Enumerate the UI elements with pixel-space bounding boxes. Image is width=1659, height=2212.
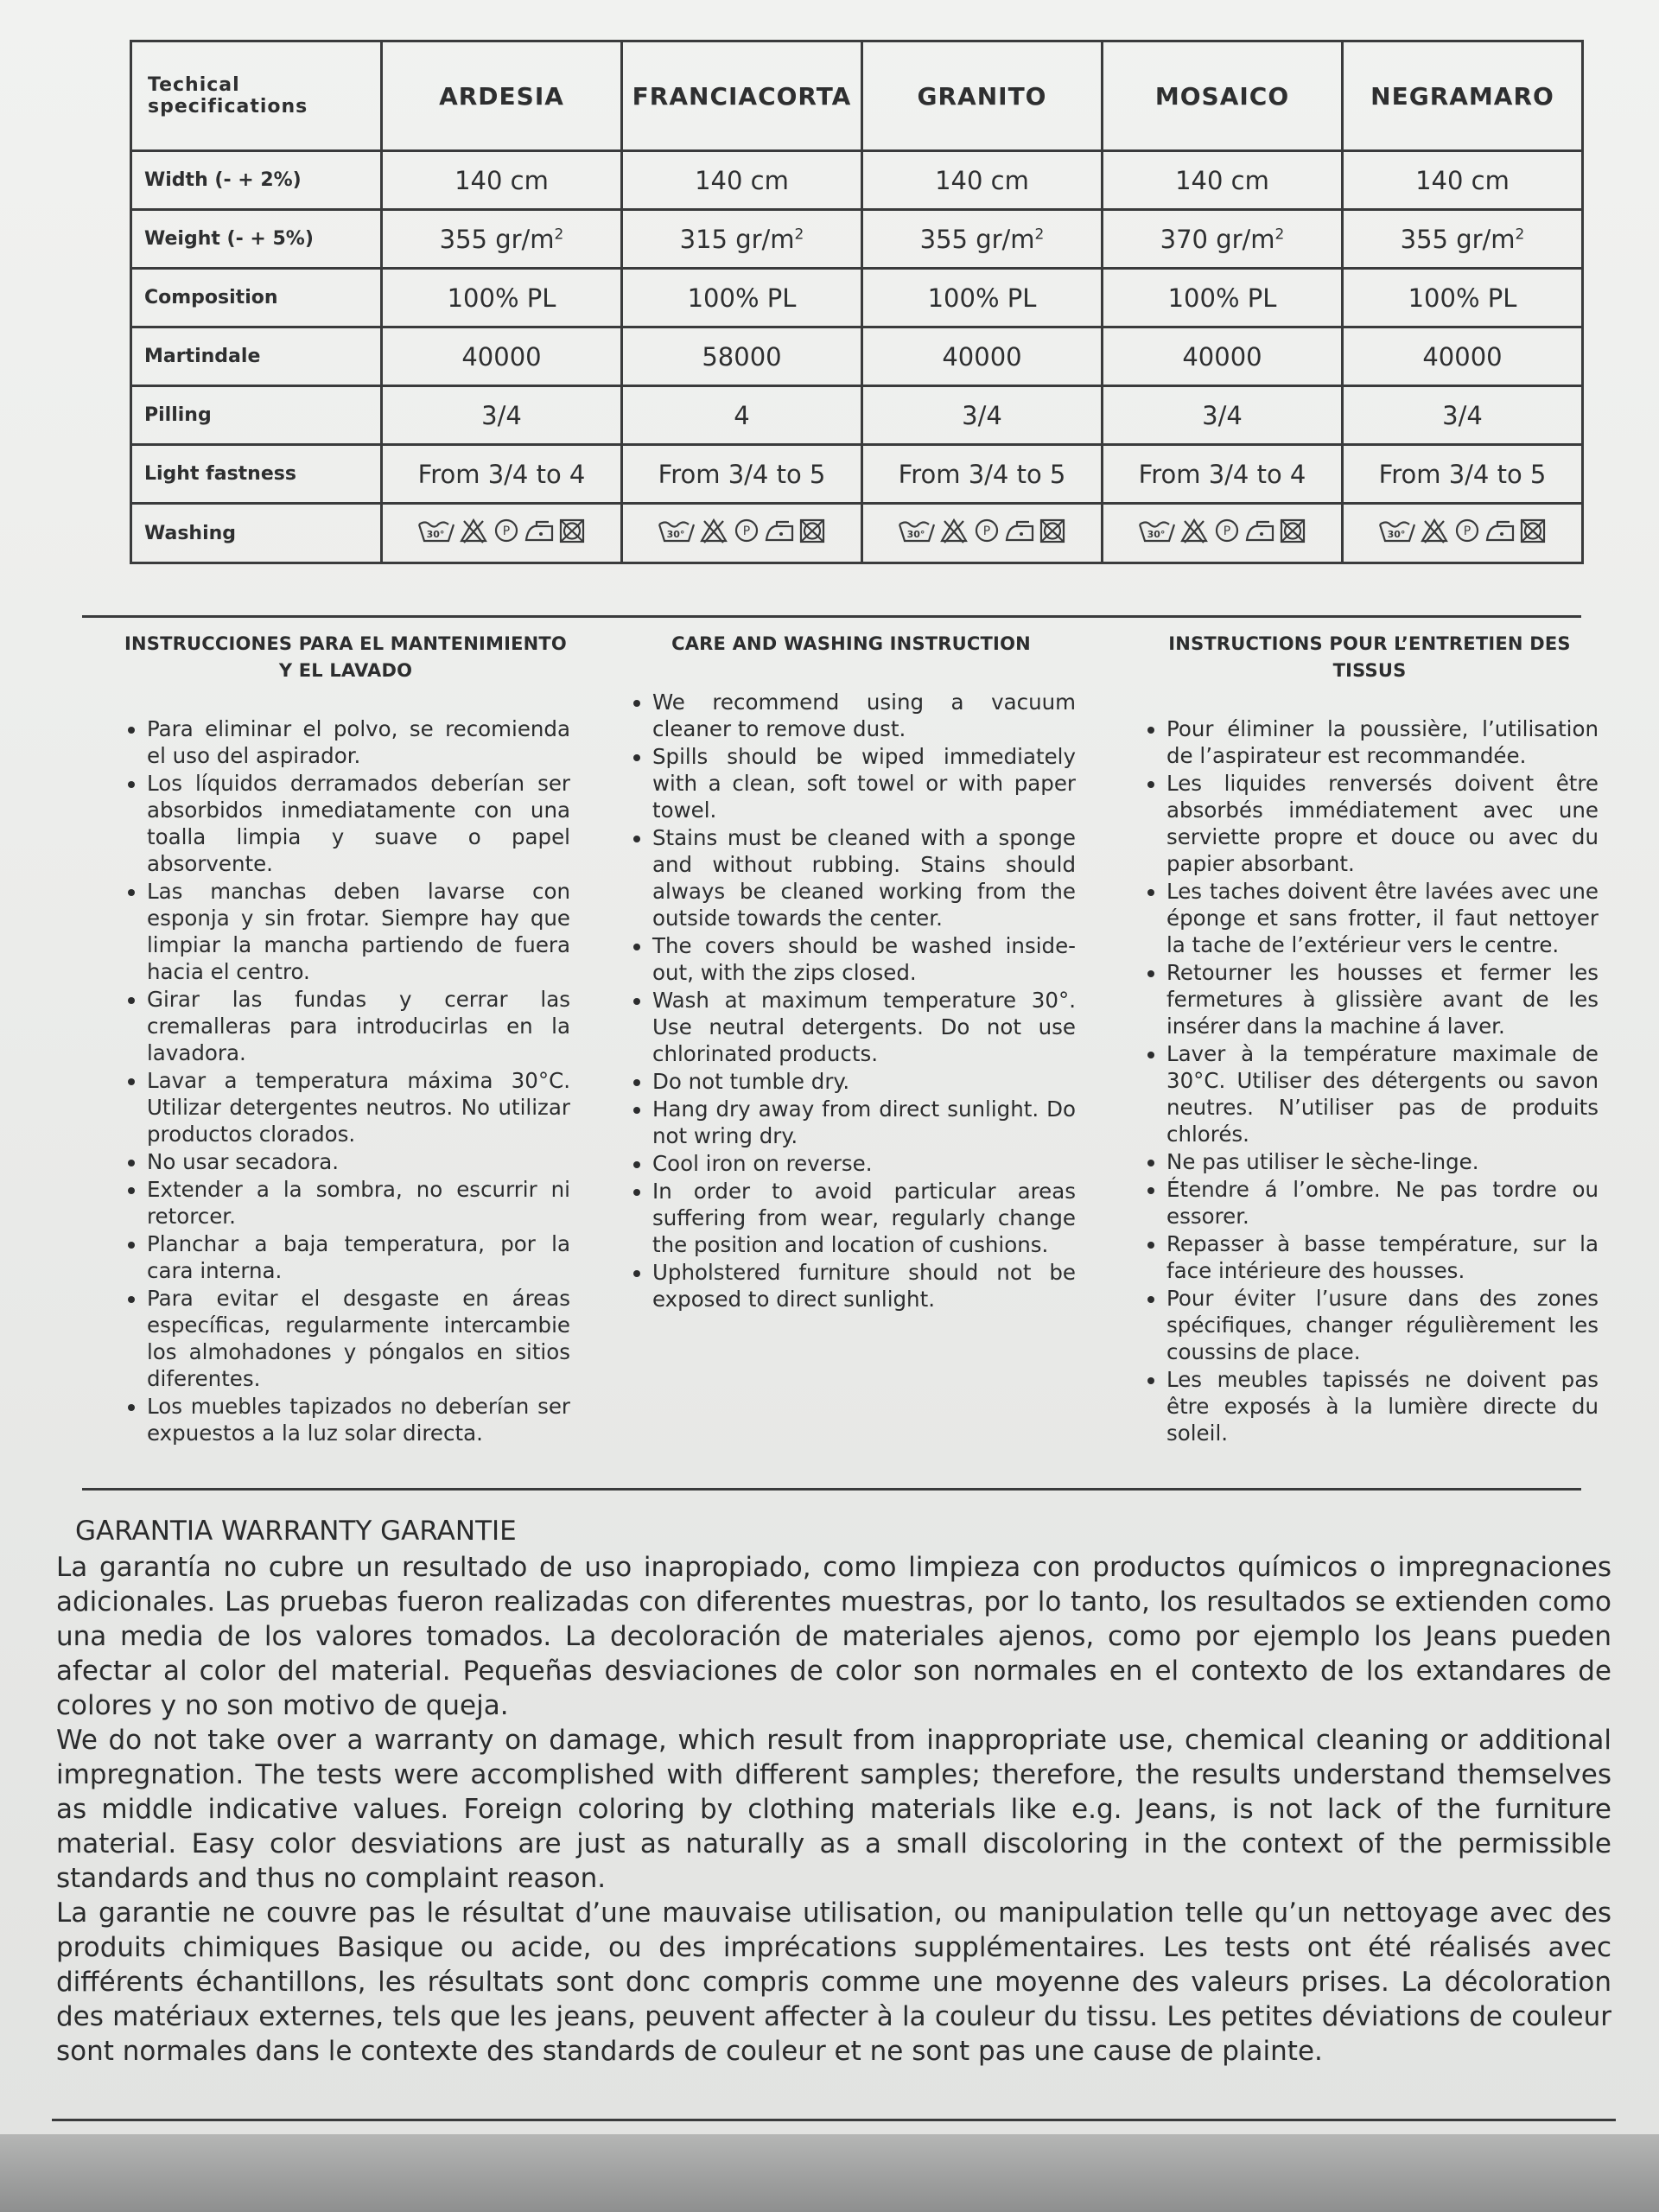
list-item: • In order to avoid particular areas suffering from wear, regularly change the position and location of cushions. <box>652 1178 1076 1258</box>
table-row-weight <box>131 210 1583 269</box>
specifications-table <box>130 40 1584 564</box>
washing-symbols <box>382 504 622 563</box>
table-row-washing <box>131 504 1583 563</box>
table-cell: 370 $gr/m^2$ <box>1103 210 1343 269</box>
list-item: • Pour éviter l’usure dans des zones spécifiques, changer régulièrement les coussins de place. <box>1166 1285 1599 1365</box>
french-instructions <box>1141 631 1599 1447</box>
row-label: Composition <box>131 269 382 327</box>
table-cell: From 3/4 to 4 <box>382 445 622 504</box>
low-iron-icon <box>1485 518 1515 543</box>
table-cell: 40000 <box>1343 327 1583 386</box>
table-cell: 140 cm <box>382 151 622 210</box>
svg-text:30°: 30° <box>1387 528 1405 540</box>
french-instructions-title: INSTRUCTIONS POUR L’ENTRETIEN DES TISSUS <box>1168 633 1571 681</box>
list-item: • Pour éliminer la poussière, l’utilisation de l’aspirateur est recommandée. <box>1166 715 1599 769</box>
list-item: • Les liquides renversés doivent être absorbés immédiatement avec une serviette propre et douce ou avec du papier absorbant. <box>1166 770 1599 877</box>
washing-symbols <box>1343 504 1583 563</box>
list-item: • Repasser à basse température, sur la face intérieure des housses. <box>1166 1230 1599 1284</box>
table-cell: 4 <box>622 386 862 445</box>
list-item: • Les taches doivent être lavées avec une éponge et sans frotter, il faut nettoyer la tache de l’extérieur vers le centre. <box>1166 878 1599 958</box>
list-item: • Las manchas deben lavarse con esponja y sin frotar. Siempre hay que limpiar la mancha partiendo de fuera hacia el centro. <box>147 878 570 985</box>
wash-icon-group <box>658 518 827 543</box>
table-cell: 100% PL <box>622 269 862 327</box>
background-surface <box>0 2134 1659 2212</box>
washing-symbols <box>622 504 862 563</box>
svg-text:P: P <box>1463 524 1471 538</box>
table-cell: 355 $gr/m^2$ <box>382 210 622 269</box>
no-bleach-icon <box>699 518 728 543</box>
table-row-composition <box>131 269 1583 327</box>
list-item: • Para eliminar el polvo, se recomienda el uso del aspirador. <box>147 715 570 769</box>
table-cell: From 3/4 to 4 <box>1103 445 1343 504</box>
table-cell: 3/4 <box>862 386 1103 445</box>
svg-text:P: P <box>502 524 510 538</box>
spanish-list <box>121 715 570 1446</box>
product-header: ARDESIA <box>382 41 622 151</box>
table-cell: 315 $gr/m^2$ <box>622 210 862 269</box>
svg-text:30°: 30° <box>426 528 444 540</box>
product-header: MOSAICO <box>1103 41 1343 151</box>
table-cell: 140 cm <box>862 151 1103 210</box>
table-row-pilling <box>131 386 1583 445</box>
divider-line <box>52 2119 1616 2121</box>
list-item: • Girar las fundas y cerrar las cremalleras para introducirlas en la lavadora. <box>147 986 570 1066</box>
product-header: NEGRAMARO <box>1343 41 1583 151</box>
no-tumble-dry-icon <box>1518 518 1548 543</box>
wash-icon-group <box>1378 518 1548 543</box>
list-item: • Cool iron on reverse. <box>652 1150 1076 1177</box>
list-item: • Hang dry away from direct sunlight. Do not wring dry. <box>652 1096 1076 1149</box>
divider-line <box>82 615 1581 618</box>
table-cell: 355 $gr/m^2$ <box>1343 210 1583 269</box>
table-cell: 355 $gr/m^2$ <box>862 210 1103 269</box>
list-item: • Laver à la température maximale de 30°C. Utiliser des détergents ou savon neutres. N’utiliser pas de produits chlorés. <box>1166 1040 1599 1147</box>
list-item: • Spills should be wiped immediately with a clean, soft towel or with paper towel. <box>652 743 1076 823</box>
table-cell: From 3/4 to 5 <box>862 445 1103 504</box>
warranty-paragraph-fr: La garantie ne couvre pas le résultat d’une mauvaise utilisation, ou manipulation telle qu’un nettoyage avec des produits chimiques Basique ou acide, ou des imprécations supplémentaires. Les tests ont été réalisés avec différents échantillons, les résultats sont donc compris comme une moyenne des valeurs prises. La décoloration des matériaux externes, tels que les jeans, peuvent affecter à la couleur du tissu. Les petites déviations de couleur sont normales dans le contexte des standards de couleur et ne sont pas une cause de plainte. <box>56 1897 1611 2067</box>
no-bleach-icon <box>939 518 969 543</box>
no-tumble-dry-icon <box>557 518 587 543</box>
spanish-instructions <box>121 631 570 1447</box>
table-cell: 140 cm <box>622 151 862 210</box>
no-tumble-dry-icon <box>798 518 827 543</box>
dry-clean-p-icon <box>492 518 521 543</box>
table-cell: From 3/4 to 5 <box>622 445 862 504</box>
no-bleach-icon <box>459 518 488 543</box>
table-cell: 140 cm <box>1103 151 1343 210</box>
svg-text:P: P <box>1223 524 1230 538</box>
table-cell: 140 cm <box>1343 151 1583 210</box>
no-bleach-icon <box>1420 518 1449 543</box>
table-cell: 100% PL <box>862 269 1103 327</box>
list-item: • Do not tumble dry. <box>652 1068 1076 1095</box>
list-item: • Stains must be cleaned with a sponge and without rubbing. Stains should always be cleaned working from the outside towards the center. <box>652 824 1076 931</box>
wash-30-icon <box>658 518 696 543</box>
table-header-label: Techical specifications <box>131 41 382 151</box>
warranty-paragraph-en: We do not take over a warranty on damage, which result from inappropriate use, chemical cleaning or additional impregnation. The tests were accomplished with different samples; therefore, the results understand themselves as middle indicative values. Foreign coloring by clothing materials like e.g. Jeans, is not lack of the furniture material. Easy color desviations are just as naturally as a small discoloring in the context of the permissible standards and thus no complaint reason. <box>56 1725 1611 1894</box>
wash-icon-group <box>417 518 587 543</box>
no-tumble-dry-icon <box>1038 518 1067 543</box>
table-header-row <box>131 41 1583 151</box>
table-cell: 100% PL <box>382 269 622 327</box>
english-instructions-title: CARE AND WASHING INSTRUCTION <box>671 633 1031 654</box>
product-header: FRANCIACORTA <box>622 41 862 151</box>
low-iron-icon <box>524 518 554 543</box>
list-item: • Ne pas utiliser le sèche-linge. <box>1166 1148 1599 1175</box>
wash-30-icon <box>1378 518 1416 543</box>
french-list <box>1141 715 1599 1446</box>
wash-30-icon <box>1138 518 1176 543</box>
table-cell: 58000 <box>622 327 862 386</box>
table-cell: 3/4 <box>382 386 622 445</box>
list-item: • Los líquidos derramados deberían ser absorbidos inmediatamente con una toalla limpia y suave o papel absorvente. <box>147 770 570 877</box>
svg-text:P: P <box>982 524 990 538</box>
dry-clean-p-icon <box>1212 518 1242 543</box>
list-item: • We recommend using a vacuum cleaner to remove dust. <box>652 689 1076 742</box>
list-item: • Upholstered furniture should not be exposed to direct sunlight. <box>652 1259 1076 1313</box>
svg-text:30°: 30° <box>666 528 684 540</box>
list-item: • Étendre á l’ombre. Ne pas tordre ou essorer. <box>1166 1176 1599 1230</box>
product-header: GRANITO <box>862 41 1103 151</box>
table-cell: 3/4 <box>1103 386 1343 445</box>
table-cell: 100% PL <box>1103 269 1343 327</box>
spanish-instructions-title: INSTRUCCIONES PARA EL MANTENIMIENTO Y EL LAVADO <box>124 633 567 681</box>
english-list <box>626 689 1076 1313</box>
washing-symbols <box>862 504 1103 563</box>
table-cell: 3/4 <box>1343 386 1583 445</box>
wash-icon-group <box>1138 518 1307 543</box>
svg-text:P: P <box>742 524 750 538</box>
list-item: • Los muebles tapizados no deberían ser expuestos a la luz solar directa. <box>147 1393 570 1446</box>
list-item: • Extender a la sombra, no escurrir ni retorcer. <box>147 1176 570 1230</box>
low-iron-icon <box>765 518 794 543</box>
divider-line <box>82 1488 1581 1491</box>
row-label: Martindale <box>131 327 382 386</box>
table-row-martindale <box>131 327 1583 386</box>
row-label: Light fastness <box>131 445 382 504</box>
list-item: • Retourner les housses et fermer les fermetures à glissière avant de les insérer dans la machine á laver. <box>1166 959 1599 1039</box>
dry-clean-p-icon <box>1452 518 1482 543</box>
warranty-paragraph-es: La garantía no cubre un resultado de uso inapropiado, como limpieza con productos químicos o impregnaciones adicionales. Las pruebas fueron realizadas con diferentes muestras, por lo tanto, los resultados se extienden como una media de los valores tomados. La decoloración de materiales ajenos, como por ejemplo los Jeans pueden afectar al color del material. Pequeñas desviaciones de color son normales en el contexto de los extandares de colores y no son motivo de queja. <box>56 1552 1611 1721</box>
wash-30-icon <box>898 518 936 543</box>
list-item: • Planchar a baja temperatura, por la cara interna. <box>147 1230 570 1284</box>
row-label: Weight (- + 5%) <box>131 210 382 269</box>
dry-clean-p-icon <box>972 518 1001 543</box>
list-item: • The covers should be washed inside-out, with the zips closed. <box>652 932 1076 986</box>
wash-30-icon <box>417 518 455 543</box>
list-item: • No usar secadora. <box>147 1148 570 1175</box>
table-row-width <box>131 151 1583 210</box>
low-iron-icon <box>1005 518 1034 543</box>
no-bleach-icon <box>1179 518 1209 543</box>
washing-symbols <box>1103 504 1343 563</box>
row-label: Width (- + 2%) <box>131 151 382 210</box>
list-item: • Lavar a temperatura máxima 30°C. Utilizar detergentes neutros. No utilizar productos clorados. <box>147 1067 570 1147</box>
dry-clean-p-icon <box>732 518 761 543</box>
table-cell: 40000 <box>382 327 622 386</box>
row-label: Pilling <box>131 386 382 445</box>
svg-text:30°: 30° <box>906 528 925 540</box>
warranty-title: GARANTIA WARRANTY GARANTIE <box>75 1516 517 1547</box>
table-cell: 40000 <box>862 327 1103 386</box>
english-instructions <box>626 631 1076 1313</box>
row-label: Washing <box>131 504 382 563</box>
table-cell: From 3/4 to 5 <box>1343 445 1583 504</box>
table-row-light-fastness <box>131 445 1583 504</box>
table-cell: 40000 <box>1103 327 1343 386</box>
warranty-section <box>56 1514 1611 2069</box>
table-cell: 100% PL <box>1343 269 1583 327</box>
svg-text:30°: 30° <box>1147 528 1165 540</box>
list-item: • Les meubles tapissés ne doivent pas être exposés à la lumière directe du soleil. <box>1166 1366 1599 1446</box>
low-iron-icon <box>1245 518 1274 543</box>
wash-icon-group <box>898 518 1067 543</box>
list-item: • Wash at maximum temperature 30°. Use neutral detergents. Do not use chlorinated products. <box>652 987 1076 1067</box>
list-item: • Para evitar el desgaste en áreas específicas, regularmente intercambie los almohadones y póngalos en sitios diferentes. <box>147 1285 570 1392</box>
no-tumble-dry-icon <box>1278 518 1307 543</box>
